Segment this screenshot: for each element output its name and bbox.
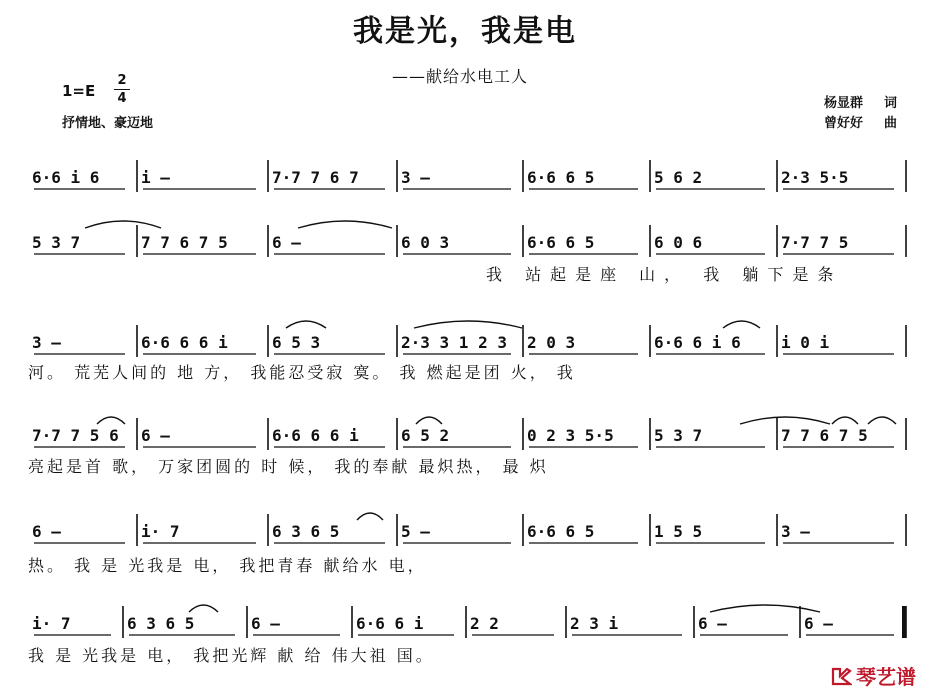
measure: 7 7 6 7 5 <box>781 426 868 445</box>
tie-slur <box>414 321 522 328</box>
tie-slur <box>868 417 896 424</box>
tie-slur <box>710 605 820 612</box>
measure: 6 – <box>141 426 170 445</box>
measure: 3 – <box>781 522 810 541</box>
measure: i· 7 <box>32 614 71 633</box>
measure: 2 0 3 <box>527 333 576 352</box>
measure: 2·3 3 1 2 3 <box>401 333 507 352</box>
lyric-line: 河。 荒芜人间的 地 方， 我能忍受寂 寞。 我 燃起是团 火， 我 <box>28 363 576 382</box>
composer-role: 曲 <box>884 116 898 131</box>
measure: 6 3 6 5 <box>127 614 195 633</box>
measure: 6 5 3 <box>272 333 321 352</box>
song-title: 我是光，我是电 <box>353 14 577 49</box>
tie-slur <box>416 417 442 424</box>
measure: 3 – <box>401 168 430 187</box>
measure: 1 5 5 <box>654 522 703 541</box>
measure: 5 6 2 <box>654 168 703 187</box>
watermark-logo <box>830 661 916 690</box>
tie-slur <box>286 321 326 328</box>
measure: i· 7 <box>141 522 180 541</box>
measure: 6 0 6 <box>654 233 703 252</box>
key-signature: 1=E <box>62 82 96 100</box>
measure: 6·6 6 5 <box>527 522 595 541</box>
lyric-line: 亮起是首 歌， 万家团圆的 时 候， 我的奉献 最炽热， 最 炽 <box>28 457 549 476</box>
tie-slur <box>832 417 858 424</box>
song-dedication: ——献给水电工人 <box>392 67 529 86</box>
measure: 7·7 7 5 6 <box>32 426 119 445</box>
measure: 6 5 2 <box>401 426 450 445</box>
measure: 6 0 3 <box>401 233 450 252</box>
lyricist-role: 词 <box>884 96 898 111</box>
tie-slur <box>740 417 830 424</box>
watermark-text: 琴艺谱 <box>856 665 916 689</box>
measure: 6·6 i 6 <box>32 168 100 187</box>
measure: 6·6 6 5 <box>527 168 595 187</box>
lyric-line: 热。 我 是 光我是 电， 我把青春 献给水 电， <box>28 556 427 575</box>
measure: 6·6 6 i <box>356 614 424 633</box>
measure: 7·7 7 6 7 <box>272 168 359 187</box>
measure: 5 3 7 <box>654 426 703 445</box>
measure: 6·6 6 6 i <box>272 426 359 445</box>
measure: 2·3 5·5 <box>781 168 849 187</box>
measure: 2 3 i <box>570 614 619 633</box>
tie-slur <box>357 513 383 520</box>
lyric-line: 我 是 光我是 电， 我把光辉 献 给 伟大祖 国。 <box>28 646 435 665</box>
tie-slur <box>97 417 125 424</box>
final-barline <box>902 606 906 638</box>
lyric-line: 我 站起是座 山， 我 躺下是条 <box>486 265 843 284</box>
tie-slur <box>723 321 760 328</box>
measure: 6 – <box>32 522 61 541</box>
tempo-marking: 抒情地、豪迈地 <box>62 116 154 131</box>
measure: 7·7 7 5 <box>781 233 849 252</box>
measure: 6 3 6 5 <box>272 522 340 541</box>
measure: 5 – <box>401 522 430 541</box>
measure: 6·6 6 5 <box>527 233 595 252</box>
composer-name: 曾好好 <box>824 116 864 131</box>
measure: 6 – <box>251 614 280 633</box>
measure: 6·6 6 6 i <box>141 333 228 352</box>
tie-slur <box>189 605 218 612</box>
lyricist-name: 杨显群 <box>824 96 864 111</box>
measure: 6·6 6 i 6 <box>654 333 741 352</box>
tie-slur <box>298 221 392 228</box>
measure: 6 – <box>698 614 727 633</box>
measure: i 0 i <box>781 333 830 352</box>
measure: 6 – <box>804 614 833 633</box>
logo-icon <box>830 665 852 687</box>
measure: 3 – <box>32 333 61 352</box>
time-signature-bottom: 4 <box>117 91 127 106</box>
measure: 5 3 7 <box>32 233 81 252</box>
measure: 6 – <box>272 233 301 252</box>
tie-slur <box>85 221 161 228</box>
measure: i – <box>141 168 170 187</box>
measure: 2 2 <box>470 614 499 633</box>
time-signature-top: 2 <box>117 73 127 88</box>
measure: 7 7 6 7 5 <box>141 233 228 252</box>
measure: 0 2 3 5·5 <box>527 426 614 445</box>
